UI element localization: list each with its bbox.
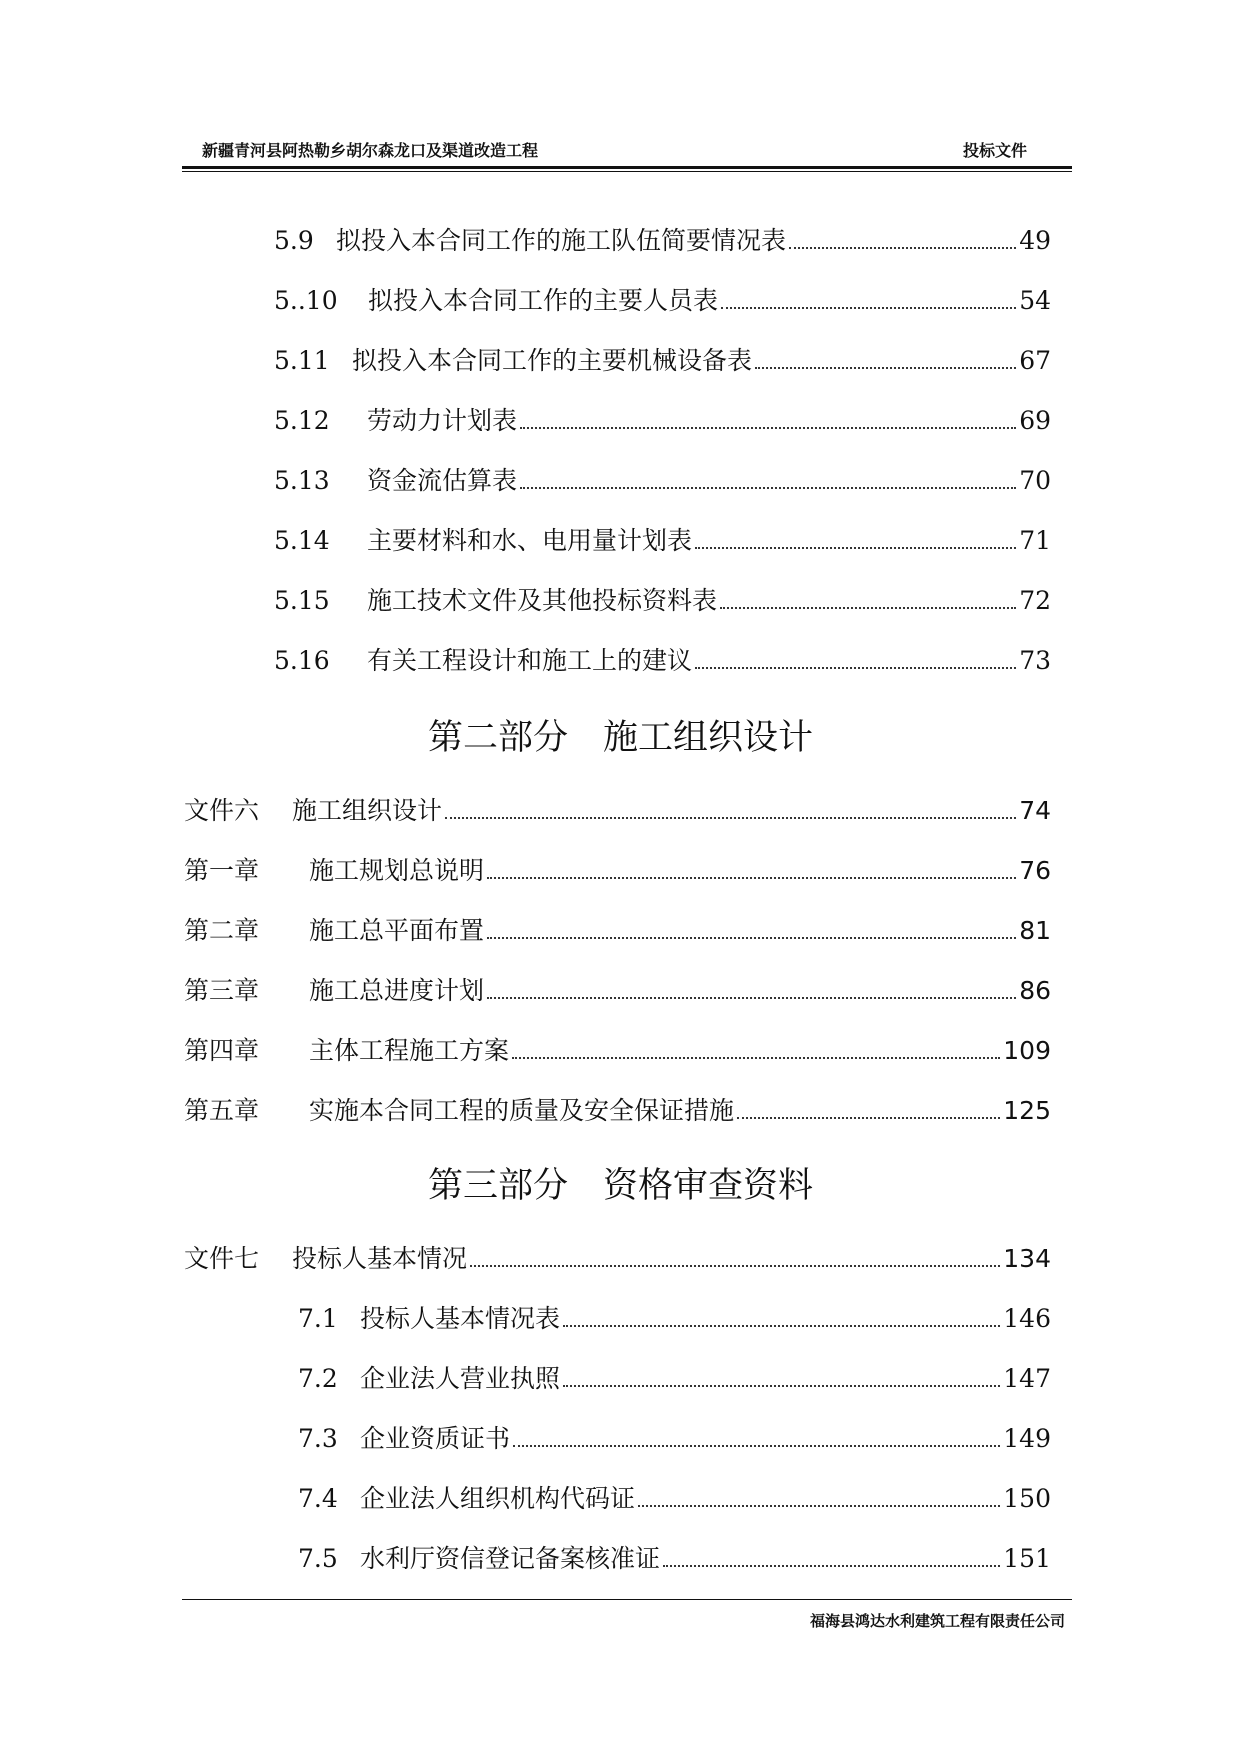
toc-entry-title: 施工组织设计 [292, 796, 443, 825]
toc-entry-page: 146 [1003, 1304, 1051, 1333]
toc-entry-title: 主要材料和水、电用量计划表 [367, 526, 693, 555]
header-rule-thin [182, 171, 1072, 172]
toc-leader [720, 606, 1016, 609]
toc-entry[interactable] [298, 1418, 1051, 1454]
toc-entry-page: 69 [1019, 406, 1051, 435]
toc-entry-title: 施工规划总说明 [309, 856, 485, 885]
toc-leader [520, 426, 1016, 429]
toc-entry-page: 54 [1019, 286, 1051, 315]
toc-entry-number: 第一章 [184, 856, 260, 885]
toc-entry[interactable] [298, 1358, 1051, 1394]
toc-leader [520, 486, 1016, 489]
toc-entry[interactable] [184, 790, 1051, 826]
toc-leader [695, 666, 1016, 669]
toc-entry[interactable] [184, 970, 1051, 1006]
toc-entry-page: 147 [1003, 1364, 1051, 1393]
toc-entry[interactable] [184, 1238, 1051, 1274]
toc-entry-title: 企业法人组织机构代码证 [360, 1484, 636, 1513]
toc-entry-page: 76 [1019, 856, 1051, 885]
toc-entry-number: 7.1 [298, 1304, 338, 1333]
toc-leader [563, 1324, 1000, 1327]
toc-entry-page: 72 [1019, 586, 1051, 615]
header-project-title: 新疆青河县阿热勒乡胡尔森龙口及渠道改造工程 [202, 141, 539, 160]
toc-leader [512, 1056, 1000, 1059]
toc-entry[interactable] [274, 520, 1051, 556]
page-header [182, 138, 1051, 158]
toc-entry-title: 拟投入本合同工作的主要机械设备表 [352, 346, 753, 375]
toc-entry[interactable] [274, 580, 1051, 616]
toc-entry-number: 第五章 [184, 1096, 260, 1125]
toc-entry-page: 134 [1003, 1244, 1051, 1273]
toc-leader [721, 306, 1016, 309]
toc-entry-title: 企业资质证书 [360, 1424, 511, 1453]
toc-entry-title: 拟投入本合同工作的主要人员表 [368, 286, 719, 315]
toc-entry-page: 151 [1003, 1544, 1051, 1573]
toc-entry-number: 5.13 [274, 466, 330, 495]
toc-entry-title: 水利厅资信登记备案核准证 [360, 1544, 661, 1573]
toc-entry-title: 拟投入本合同工作的施工队伍简要情况表 [336, 226, 787, 255]
toc-entry-page: 125 [1003, 1096, 1051, 1125]
toc-entry[interactable] [298, 1298, 1051, 1334]
part-3-heading: 第三部分 资格审查资料 [427, 1166, 813, 1206]
toc-leader [663, 1564, 1000, 1567]
toc-leader [487, 996, 1016, 999]
toc-entry-number: 5.9 [274, 226, 314, 255]
toc-entry-title: 投标人基本情况 [292, 1244, 468, 1273]
toc-entry-title: 资金流估算表 [367, 466, 518, 495]
header-doc-type: 投标文件 [962, 141, 1027, 160]
toc-entry-number: 5..10 [274, 286, 338, 315]
toc-entry-title: 主体工程施工方案 [309, 1036, 510, 1065]
toc-entry-number: 7.5 [298, 1544, 338, 1573]
toc-entry[interactable] [274, 280, 1051, 316]
toc-entry[interactable] [184, 850, 1051, 886]
toc-entry-title: 劳动力计划表 [367, 406, 518, 435]
toc-entry-page: 49 [1019, 226, 1051, 255]
footer-company: 福海县鸿达水利建筑工程有限责任公司 [809, 1612, 1065, 1630]
toc-entry-page: 74 [1019, 796, 1051, 825]
toc-entry-number: 第三章 [184, 976, 260, 1005]
toc-entry[interactable] [274, 460, 1051, 496]
toc-leader [789, 246, 1016, 249]
toc-entry[interactable] [184, 1030, 1051, 1066]
toc-entry-title: 施工总进度计划 [309, 976, 485, 1005]
toc-entry-number: 5.11 [274, 346, 330, 375]
toc-entry-number: 文件六 [184, 796, 260, 825]
toc-leader [487, 876, 1016, 879]
toc-entry-number: 5.14 [274, 526, 330, 555]
toc-entry-title: 有关工程设计和施工上的建议 [367, 646, 693, 675]
toc-entry[interactable] [298, 1538, 1051, 1574]
toc-entry-number: 7.3 [298, 1424, 338, 1453]
footer-rule [182, 1599, 1072, 1600]
toc-entry-number: 第二章 [184, 916, 260, 945]
toc-entry-number: 5.16 [274, 646, 330, 675]
toc-entry-page: 150 [1003, 1484, 1051, 1513]
toc-entry-page: 81 [1019, 916, 1051, 945]
header-rule [182, 166, 1072, 169]
toc-entry[interactable] [274, 220, 1051, 256]
toc-entry-number: 文件七 [184, 1244, 260, 1273]
toc-entry-number: 7.2 [298, 1364, 338, 1393]
toc-entry-number: 第四章 [184, 1036, 260, 1065]
part-2-heading: 第二部分 施工组织设计 [427, 718, 813, 758]
toc-entry-page: 86 [1019, 976, 1051, 1005]
toc-entry[interactable] [274, 640, 1051, 676]
toc-entry-title: 施工总平面布置 [309, 916, 485, 945]
toc-entry-number: 5.12 [274, 406, 330, 435]
toc-entry[interactable] [274, 400, 1051, 436]
toc-entry-number: 7.4 [298, 1484, 338, 1513]
toc-entry-page: 71 [1019, 526, 1051, 555]
toc-entry-page: 149 [1003, 1424, 1051, 1453]
toc-entry[interactable] [274, 340, 1051, 376]
toc-leader [445, 816, 1016, 819]
toc-leader [638, 1504, 1000, 1507]
toc-entry-title: 实施本合同工程的质量及安全保证措施 [309, 1096, 735, 1125]
toc-leader [755, 366, 1016, 369]
toc-entry-page: 67 [1019, 346, 1051, 375]
toc-entry[interactable] [184, 910, 1051, 946]
toc-leader [470, 1264, 1000, 1267]
toc-leader [487, 936, 1016, 939]
toc-entry-page: 70 [1019, 466, 1051, 495]
toc-entry[interactable] [298, 1478, 1051, 1514]
toc-entry[interactable] [184, 1090, 1051, 1126]
toc-leader [513, 1444, 1000, 1447]
toc-entry-page: 73 [1019, 646, 1051, 675]
toc-entry-page: 109 [1003, 1036, 1051, 1065]
toc-leader [737, 1116, 1000, 1119]
toc-leader [695, 546, 1016, 549]
toc-leader [563, 1384, 1000, 1387]
toc-entry-title: 企业法人营业执照 [360, 1364, 561, 1393]
toc-entry-title: 施工技术文件及其他投标资料表 [367, 586, 718, 615]
toc-entry-number: 5.15 [274, 586, 330, 615]
toc-entry-title: 投标人基本情况表 [360, 1304, 561, 1333]
